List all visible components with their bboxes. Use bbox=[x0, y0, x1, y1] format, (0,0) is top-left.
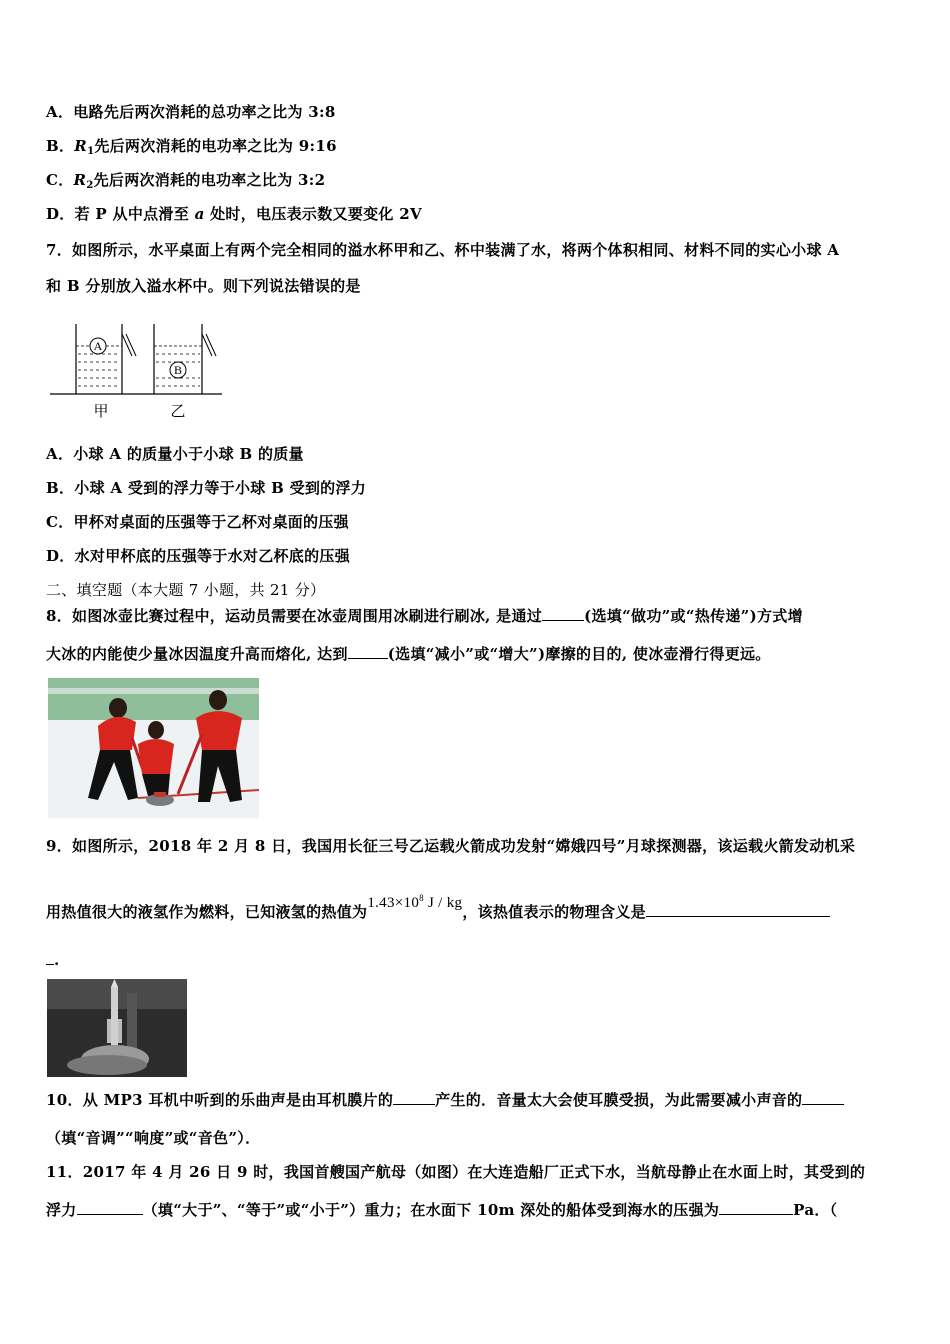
option-text: 先后两次消耗的电功率之比为 9:16 bbox=[94, 137, 337, 155]
q9-stem-line2 bbox=[46, 893, 830, 923]
q11-text: 浮力 bbox=[46, 1201, 77, 1219]
q11-blank-1[interactable] bbox=[77, 1200, 143, 1215]
option-text: 处时，电压表示数又要变化 2V bbox=[204, 205, 422, 223]
curling-photo bbox=[48, 678, 259, 818]
cup-jia bbox=[76, 324, 136, 394]
q7-option-b: B．小球 A 受到的浮力等于小球 B 受到的浮力 bbox=[46, 479, 367, 497]
formula-base: 1.43×10 bbox=[367, 895, 420, 911]
q7-stem-line2: 和 B 分别放入溢水杯中。则下列说法错误的是 bbox=[46, 277, 361, 295]
q8-stem-line2 bbox=[46, 644, 771, 664]
q8-blank-1[interactable] bbox=[542, 606, 584, 621]
q9-stem-line1: 9．如图所示，2018 年 2 月 8 日，我国用长征三号乙运载火箭成功发射“嫦娥四号”月球探测器，该运载火箭发动机采 bbox=[46, 837, 856, 855]
heat-value-formula bbox=[367, 895, 462, 911]
rocket-illustration bbox=[47, 979, 187, 1077]
q8-text: (选填“做功”或“热传递”)方式增 bbox=[584, 607, 803, 625]
q11-stem-line1: 11．2017 年 4 月 26 日 9 时，我国首艘国产航母（如图）在大连造船厂正式下水，当航母静止在水面上时，其受到的 bbox=[46, 1163, 866, 1181]
variable-a: a bbox=[194, 205, 205, 223]
q8-text: (选填“减小”或“增大”)摩擦的目的, 使冰壶滑行得更远。 bbox=[387, 645, 771, 663]
q9-blank-1[interactable] bbox=[646, 902, 830, 917]
cup-jia-label: 甲 bbox=[93, 402, 109, 420]
q8-text: 8．如图冰壶比赛过程中，运动员需要在冰壶周围用冰刷进行刷冰, 是通过 bbox=[46, 607, 543, 625]
option-label: B． bbox=[46, 137, 75, 155]
q9-blank-tail[interactable] bbox=[46, 950, 54, 965]
variable-r: R bbox=[74, 137, 88, 155]
section-heading: 二、填空题（本大题 7 小题，共 21 分） bbox=[46, 581, 326, 599]
option-text: 电路先后两次消耗的总功率之比为 3:8 bbox=[73, 103, 336, 121]
variable-r: R bbox=[73, 171, 87, 189]
q10-blank-2[interactable] bbox=[802, 1090, 844, 1105]
ball-b-label: B bbox=[173, 363, 183, 377]
subscript: 1 bbox=[87, 146, 95, 157]
option-label: D． bbox=[46, 205, 75, 223]
q6-option-c bbox=[46, 170, 325, 196]
overflow-cups-figure bbox=[46, 318, 226, 422]
rocket-launch-photo bbox=[47, 979, 187, 1077]
cup-yi bbox=[154, 324, 216, 394]
q7-option-d: D．水对甲杯底的压强等于水对乙杯底的压强 bbox=[46, 547, 351, 565]
option-text: 若 P 从中点滑至 bbox=[74, 205, 195, 223]
q10-text: 10．从 MP3 耳机中听到的乐曲声是由耳机膜片的 bbox=[46, 1091, 394, 1109]
q11-text: Pa．（ bbox=[793, 1201, 838, 1219]
q6-option-d bbox=[46, 204, 422, 224]
q11-blank-2[interactable] bbox=[719, 1200, 793, 1215]
q7-option-a: A．小球 A 的质量小于小球 B 的质量 bbox=[46, 445, 304, 463]
ball-a-label: A bbox=[93, 339, 103, 353]
q9-text: . bbox=[54, 951, 60, 969]
q7-stem-line1: 7．如图所示，水平桌面上有两个完全相同的溢水杯甲和乙、杯中装满了水，将两个体积相同、材料不同的实心小球 A bbox=[46, 241, 840, 259]
formula-unit: J / kg bbox=[428, 895, 463, 911]
q10-text: 产生的．音量太大会使耳膜受损，为此需要减小声音的 bbox=[435, 1091, 803, 1109]
q8-blank-2[interactable] bbox=[348, 644, 388, 659]
q10-blank-1[interactable] bbox=[393, 1090, 435, 1105]
q10-stem-line2: （填“音调”“响度”或“音色”）． bbox=[46, 1129, 261, 1147]
q6-option-b bbox=[46, 136, 337, 162]
q11-stem-line2 bbox=[46, 1200, 837, 1220]
option-label: A． bbox=[46, 103, 74, 121]
q10-stem-line1 bbox=[46, 1090, 844, 1110]
cup-yi-label: 乙 bbox=[170, 402, 186, 420]
q8-text: 大冰的内能使少量冰因温度升高而熔化, 达到 bbox=[46, 645, 348, 663]
q6-option-a bbox=[46, 102, 336, 122]
q11-text: （填“大于”、“等于”或“小于”）重力；在水面下 10m 深处的船体受到海水的压强为 bbox=[142, 1201, 720, 1219]
q8-stem-line1 bbox=[46, 606, 803, 626]
subscript: 2 bbox=[86, 180, 94, 191]
option-text: 先后两次消耗的电功率之比为 3:2 bbox=[93, 171, 326, 189]
q9-stem-line3 bbox=[46, 950, 60, 970]
q7-option-c: C．甲杯对桌面的压强等于乙杯对桌面的压强 bbox=[46, 513, 349, 531]
option-label: C． bbox=[46, 171, 74, 189]
q9-text: 用热值很大的液氢作为燃料，已知液氢的热值为 bbox=[46, 903, 368, 921]
q9-text: ，该热值表示的物理含义是 bbox=[462, 903, 646, 921]
curling-illustration bbox=[48, 678, 259, 818]
formula-exponent: 8 bbox=[419, 893, 424, 903]
